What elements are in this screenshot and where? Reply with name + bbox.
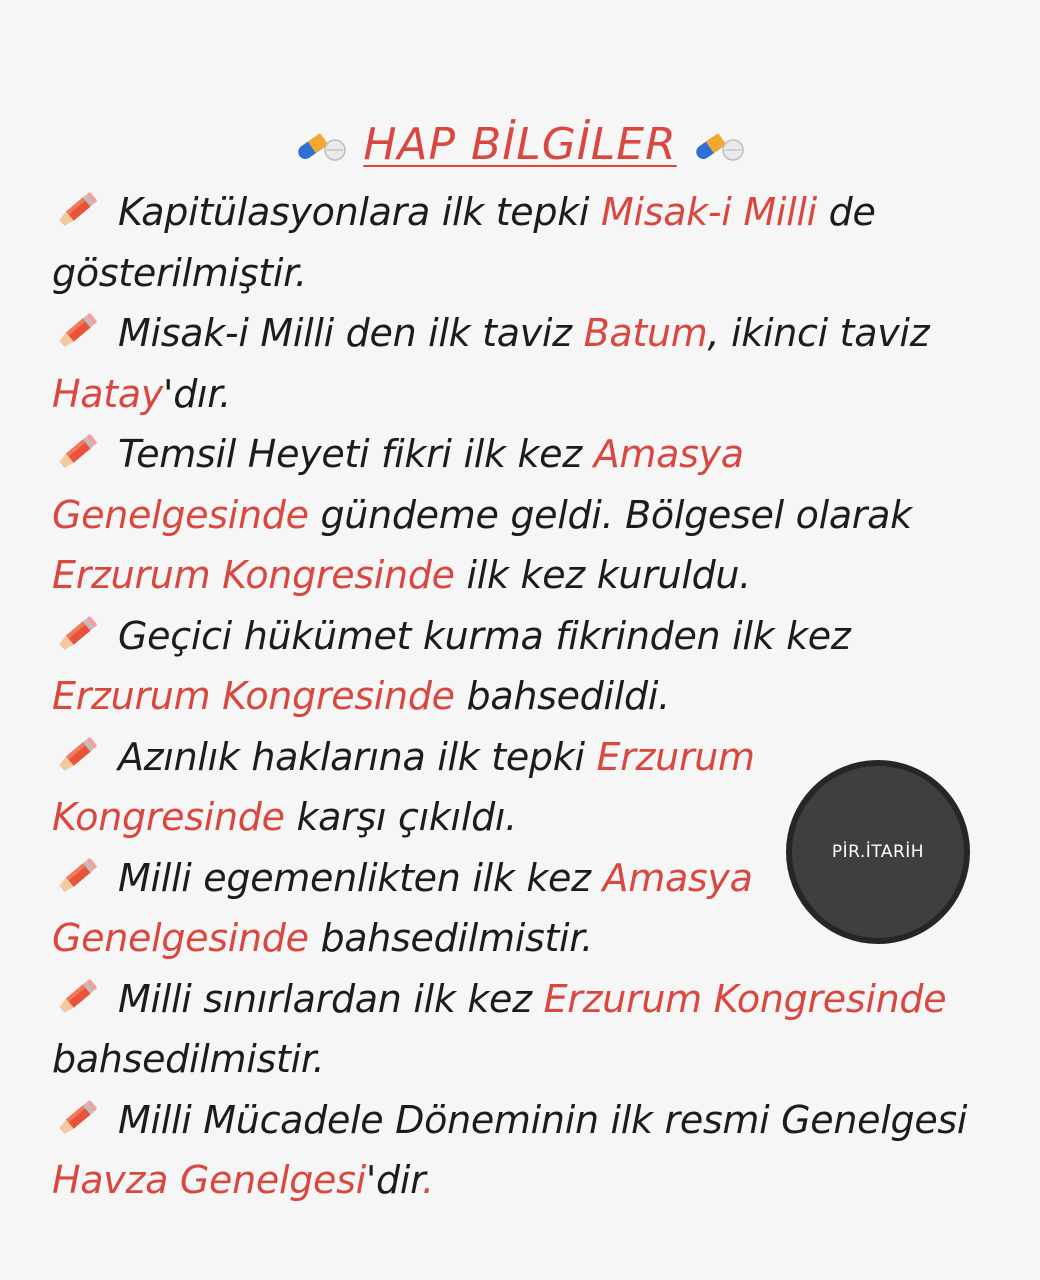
title-row [0,112,1040,176]
highlight-text: Erzurum Kongresinde [52,553,455,597]
fact-item [52,1090,992,1211]
highlight-text: Havza Genelgesi [52,1158,366,1202]
highlight-text: Amasya Genelgesinde [52,432,744,537]
pencil-icon [52,857,100,897]
fact-text: , ikinci taviz [707,311,930,355]
fact-text: Misak-i Milli den ilk taviz [118,311,584,355]
fact-text: Azınlık haklarına ilk tepki [118,734,597,779]
pencil-icon [52,433,100,473]
fact-item [52,303,992,424]
fact-item [52,424,992,606]
pencil-icon [52,736,100,776]
fact-text: ilk kez kuruldu. [454,553,751,597]
highlight-text: Misak-i Milli [600,190,817,234]
fact-text: karşı çıkıldı. [284,795,517,839]
pencil-icon [52,615,100,655]
highlight-text: Erzurum Kongresinde [52,674,455,718]
fact-list [52,182,992,1211]
fact-text: gündeme geldi. Bölgesel olarak [308,492,912,537]
highlight-text: . [421,1158,434,1202]
fact-item [52,969,992,1090]
fact-text: de gösterilmiştir. [52,190,876,295]
fact-text: Geçici hükümet kurma fikrinden ilk kez [118,613,851,658]
pill-icon [691,124,747,164]
highlight-text: Batum [583,311,708,355]
fact-text: Milli Mücadele Döneminin ilk resmi Genelgesi [118,1097,968,1142]
fact-text: Milli egemenlikten ilk kez [118,855,603,900]
pill-icon [293,124,349,164]
fact-text: Temsil Heyeti fikri ilk kez [118,432,594,476]
fact-text: bahsedilmistir. [308,916,593,960]
watermark-badge [786,760,970,944]
highlight-text: Hatay [52,371,164,416]
pencil-icon [52,1099,100,1139]
fact-item [52,182,992,303]
fact-text: Kapitülasyonlara ilk tepki [118,190,601,234]
pencil-icon [52,978,100,1018]
page-title: HAP BİLGİLER [363,118,677,170]
fact-text: bahsedildi. [454,674,670,718]
fact-text: bahsedilmistir. [52,1037,325,1081]
fact-text: 'dır. [163,371,231,416]
pencil-icon [52,312,100,352]
fact-item [52,606,992,727]
highlight-text: Erzurum Kongresinde [543,976,947,1021]
fact-text: Milli sınırlardan ilk kez [118,976,544,1021]
fact-text: 'dir [365,1158,422,1202]
watermark-text: PİR.İTARİH [831,842,925,862]
pencil-icon [52,191,100,231]
highlight-text: Amasya Genelgesinde [52,855,753,960]
highlight-text: Erzurum Kongresinde [52,734,755,839]
